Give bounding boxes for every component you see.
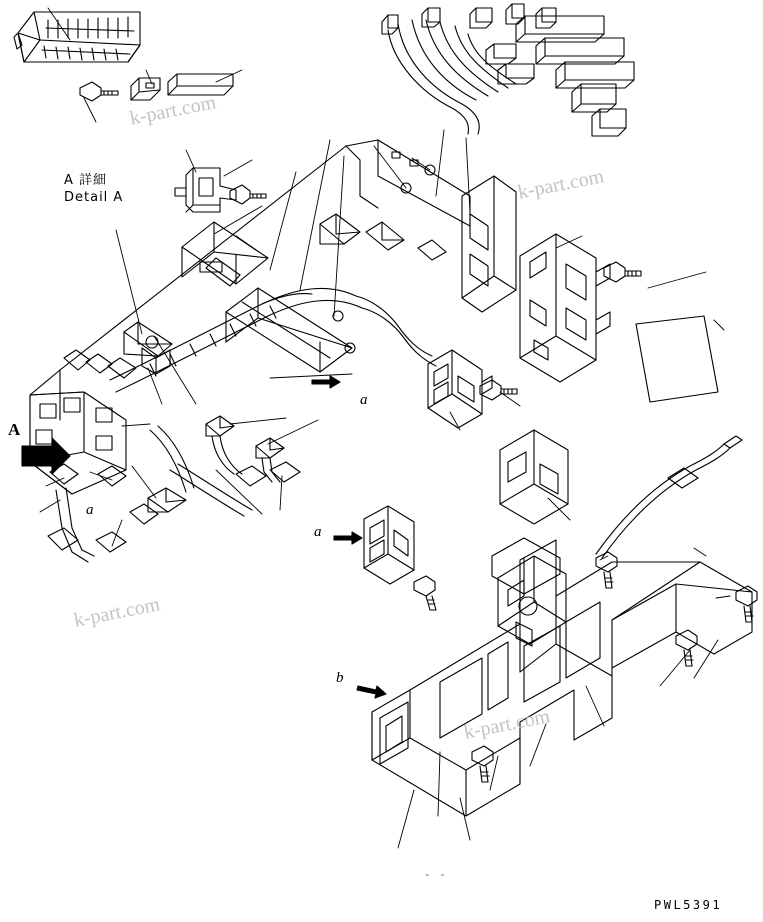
bracket-clamp-top: [131, 78, 160, 100]
blank-label-plate: [636, 316, 718, 402]
watermark-2: k-part.com: [516, 165, 606, 204]
multi-wire-harness-bundle: [382, 4, 634, 136]
relay-module-center: [428, 350, 492, 428]
detail-a-label-en: Detail A: [64, 190, 124, 205]
bolt-fastener-controller: [414, 576, 436, 610]
watermark-3: k-part.com: [72, 593, 162, 632]
detail-a-label-jp: A 詳細: [64, 173, 108, 188]
watermark-4: k-part.com: [462, 705, 552, 744]
watermark-1: k-part.com: [128, 91, 218, 130]
bolt-fastener-1: [80, 82, 118, 101]
relay-connector-group: [206, 416, 300, 486]
bolt-fastener-relay: [480, 380, 517, 400]
harness-cluster-left: [30, 322, 252, 562]
callout-label-b: b: [336, 670, 344, 686]
bolt-fastener-rail-3: [676, 630, 697, 666]
cable-right: [596, 436, 742, 558]
cover-plate-top: [168, 74, 233, 95]
callout-label-a-3: a: [314, 524, 322, 540]
control-box-right: [520, 234, 610, 382]
harness-tube-main: [110, 288, 436, 392]
page-footer-mark: - -: [424, 868, 447, 881]
connector-block-top-left: [14, 12, 140, 62]
drawing-number: PWL5391: [654, 898, 723, 912]
controller-module-lower: [364, 506, 414, 584]
section-marker-a: A: [8, 420, 21, 439]
frame-rail-bottom: [372, 430, 752, 816]
callout-label-a-2: a: [86, 502, 94, 518]
callout-arrows: [24, 376, 386, 698]
bolt-fastener-detail-a: [230, 185, 266, 204]
section-arrow-a: [22, 438, 70, 474]
callout-label-a-1: a: [360, 392, 368, 408]
